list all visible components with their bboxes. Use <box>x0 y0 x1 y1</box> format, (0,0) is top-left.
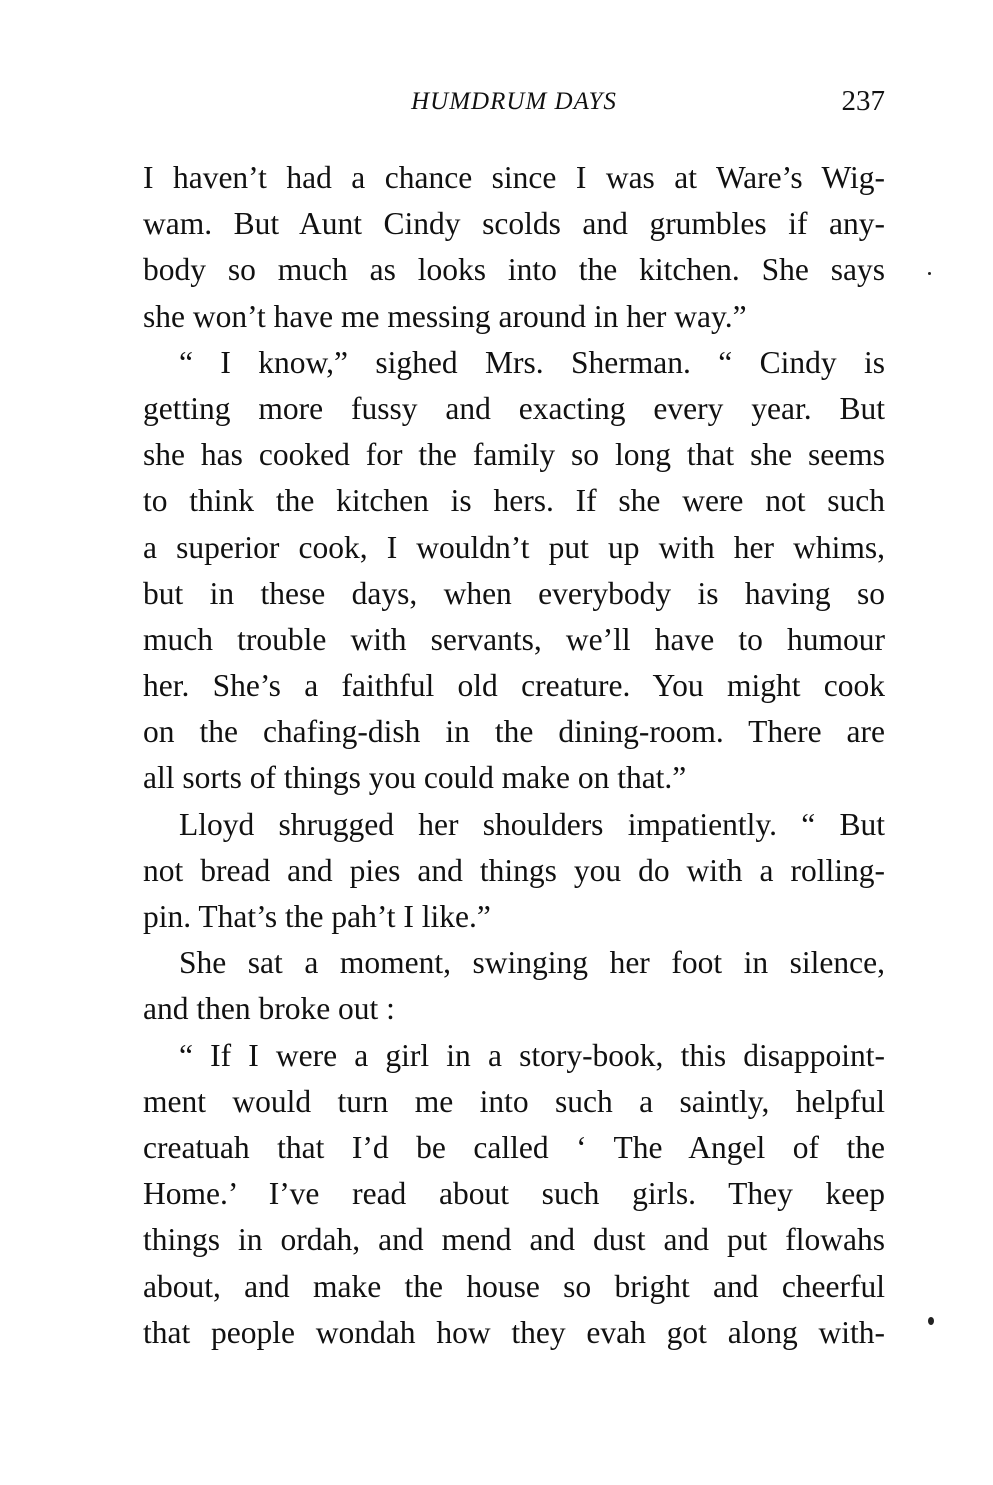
text-line: wam. But Aunt Cindy scolds and grumbles if any- <box>143 206 885 242</box>
text-line: things in ordah, and mend and dust and put flowahs <box>143 1222 885 1258</box>
text-line: and then broke out : <box>143 991 395 1027</box>
text-line: but in these days, when everybody is having so <box>143 575 885 611</box>
text-line: her. She’s a faithful old creature. You might cook <box>143 668 885 704</box>
text-line: about, and make the house so bright and cheerful <box>143 1268 885 1304</box>
page-number: 237 <box>841 85 885 117</box>
running-title: HUMDRUM DAYS <box>411 88 617 115</box>
text-line: to think the kitchen is hers. If she were not such <box>143 483 885 519</box>
text-line: pin. That’s the pah’t I like.” <box>143 899 491 934</box>
text-line: all sorts of things you could make on that.” <box>143 760 687 796</box>
text-line: she has cooked for the family so long that she seems <box>143 437 885 473</box>
text-line: not bread and pies and things you do with a rolling- <box>143 852 885 888</box>
running-head <box>143 85 885 128</box>
text-line: I haven’t had a chance since I was at Ware’s Wig- <box>143 160 885 195</box>
text-line: much trouble with servants, we’ll have to humour <box>143 621 885 657</box>
text-line: “ If I were a girl in a story-book, this disappoint- <box>179 1037 885 1073</box>
text-line: she won’t have me messing around in her way.” <box>143 298 747 334</box>
text-line: ment would turn me into such a saintly, helpful <box>143 1083 885 1119</box>
body-text <box>143 155 885 1356</box>
print-speck <box>928 1317 934 1325</box>
text-line: creatuah that I’d be called ‘ The Angel of the <box>143 1129 885 1165</box>
text-line: body so much as looks into the kitchen. She says <box>143 252 885 288</box>
text-line: getting more fussy and exacting every year. But <box>143 390 885 426</box>
text-line: Lloyd shrugged her shoulders impatiently. “ But <box>179 806 885 842</box>
print-speck <box>928 272 931 275</box>
text-line: that people wondah how they evah got along with- <box>143 1314 885 1350</box>
text-line: “ I know,” sighed Mrs. Sherman. “ Cindy is <box>179 344 885 380</box>
text-line: on the chafing-dish in the dining-room. There are <box>143 714 885 750</box>
text-line: a superior cook, I wouldn’t put up with her whims, <box>143 529 885 565</box>
text-line: Home.’ I’ve read about such girls. They keep <box>143 1176 885 1212</box>
text-line: She sat a moment, swinging her foot in silence, <box>179 945 885 981</box>
